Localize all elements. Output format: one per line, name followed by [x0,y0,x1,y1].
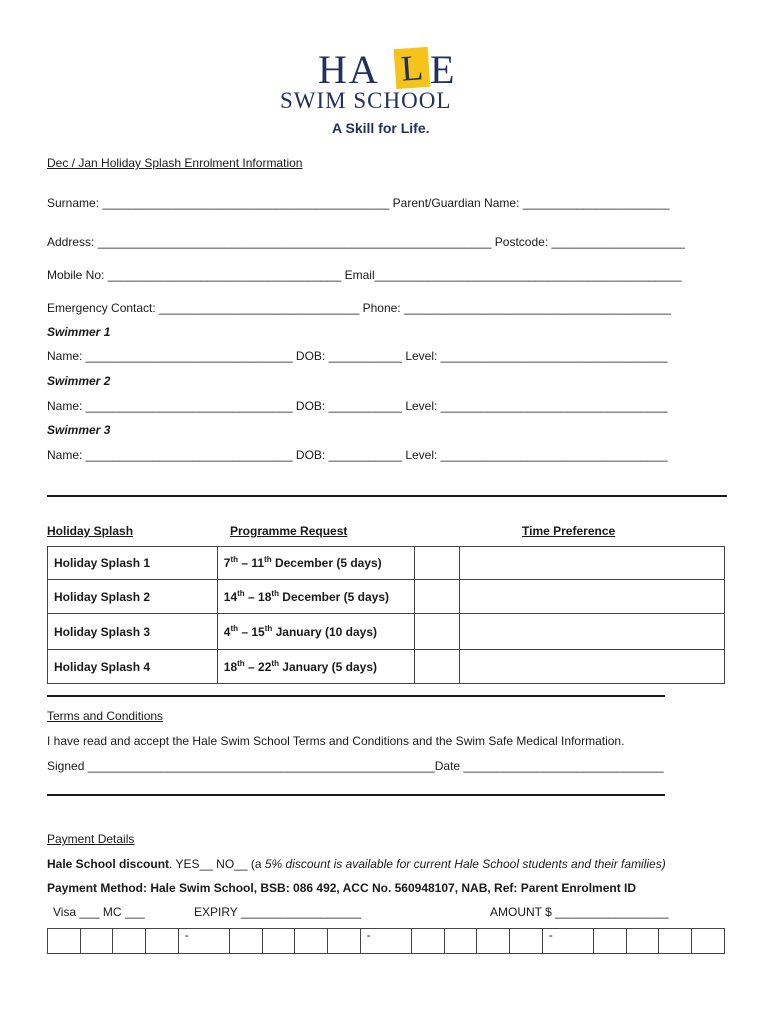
card-digit-box[interactable] [412,929,445,954]
mobile-field[interactable]: Mobile No: ___________________________________ Email______________________________________________ [47,268,682,282]
address-field[interactable]: Address: ___________________________________________________________ Postcode: ____________________ [47,235,685,249]
card-digit-box[interactable] [295,929,328,954]
table-row [48,650,725,684]
card-type-field[interactable]: Visa ___ MC ___ [53,905,145,919]
card-digit-box[interactable] [692,929,725,954]
card-digit-box[interactable] [510,929,543,954]
swimmer-1-heading: Swimmer 1 [47,325,111,339]
time-preference-cell[interactable] [460,547,725,580]
programme-name: Holiday Splash 4 [48,650,218,684]
programme-name: Holiday Splash 1 [48,547,218,580]
programme-dates: 18th – 22th January (5 days) [217,650,414,684]
swimmer-2-line[interactable]: Name: _______________________________ DOB: ___________ Level: __________________________________ [47,399,668,413]
card-digit-box[interactable] [80,929,113,954]
programme-name: Holiday Splash 2 [48,580,218,614]
select-checkbox-cell[interactable] [414,580,460,614]
discount-label: Hale School discount [47,857,170,871]
table-row [48,547,725,580]
programme-dates: 14th – 18th December (5 days) [217,580,414,614]
form-title: Dec / Jan Holiday Splash Enrolment Information [47,156,303,170]
payment-heading: Payment Details [47,832,135,846]
discount-yes-no[interactable]: . YES__ NO__ (a [169,857,265,871]
discount-note: 5% discount is available for current Hale School students and their families) [264,857,666,871]
logo-word-right: E [430,47,457,92]
col-programme-request-header: Programme Request [230,524,348,538]
col-time-preference-header: Time Preference [522,524,616,538]
select-checkbox-cell[interactable] [414,614,460,650]
card-digit-box[interactable] [48,929,81,954]
card-number-boxes [47,928,725,954]
section-divider-2 [47,695,665,697]
swimmer-2-heading: Swimmer 2 [47,374,111,388]
section-divider-3 [47,794,665,796]
card-group-separator: - [360,929,411,954]
payment-method: Payment Method: Hale Swim School, BSB: 086 492, ACC No. 560948107, NAB, Ref: Parent Enrolment ID [47,881,637,895]
select-checkbox-cell[interactable] [414,547,460,580]
select-checkbox-cell[interactable] [414,650,460,684]
table-row [48,580,725,614]
card-group-separator: - [178,929,229,954]
time-preference-cell[interactable] [460,580,725,614]
col-holiday-splash-header: Holiday Splash [47,524,134,538]
card-digit-box[interactable] [328,929,361,954]
programme-table [47,546,725,684]
card-digit-box[interactable] [230,929,263,954]
swimmer-3-line[interactable]: Name: _______________________________ DOB: ___________ Level: __________________________________ [47,448,668,462]
logo-word-left: HA [318,47,380,92]
card-digit-box[interactable] [594,929,627,954]
logo-subtitle: SWIM SCHOOL [280,88,452,113]
card-digit-box[interactable] [659,929,692,954]
section-divider-1 [47,495,727,497]
table-row [48,614,725,650]
card-digit-box[interactable] [146,929,179,954]
programme-dates: 7th – 11th December (5 days) [217,547,414,580]
card-digit-box[interactable] [262,929,295,954]
card-digit-box[interactable] [626,929,659,954]
logo-tagline: A Skill for Life. [332,120,430,136]
card-digit-box[interactable] [113,929,146,954]
swimmer-1-line[interactable]: Name: _______________________________ DOB: ___________ Level: __________________________________ [47,349,668,363]
expiry-field[interactable]: EXPIRY __________________ [194,905,362,919]
card-number-row [48,929,725,954]
terms-statement: I have read and accept the Hale Swim School Terms and Conditions and the Swim Safe Medical Information. [47,734,625,748]
swimmer-3-heading: Swimmer 3 [47,423,111,437]
time-preference-cell[interactable] [460,650,725,684]
programme-dates: 4th – 15th January (10 days) [217,614,414,650]
time-preference-cell[interactable] [460,614,725,650]
emergency-field[interactable]: Emergency Contact: ______________________________ Phone: ________________________________________ [47,301,671,315]
card-digit-box[interactable] [477,929,510,954]
terms-heading: Terms and Conditions [47,709,164,723]
amount-field[interactable]: AMOUNT $ _________________ [490,905,669,919]
hale-logo [280,48,500,138]
programme-name: Holiday Splash 3 [48,614,218,650]
logo-l-box: L [394,47,431,89]
discount-line[interactable] [47,857,666,871]
signed-date-field[interactable]: Signed ____________________________________________________Date ______________________________ [47,759,664,773]
card-digit-box[interactable] [444,929,477,954]
surname-field[interactable]: Surname: ___________________________________________ Parent/Guardian Name: ______________________ [47,196,670,210]
card-group-separator: - [542,929,593,954]
